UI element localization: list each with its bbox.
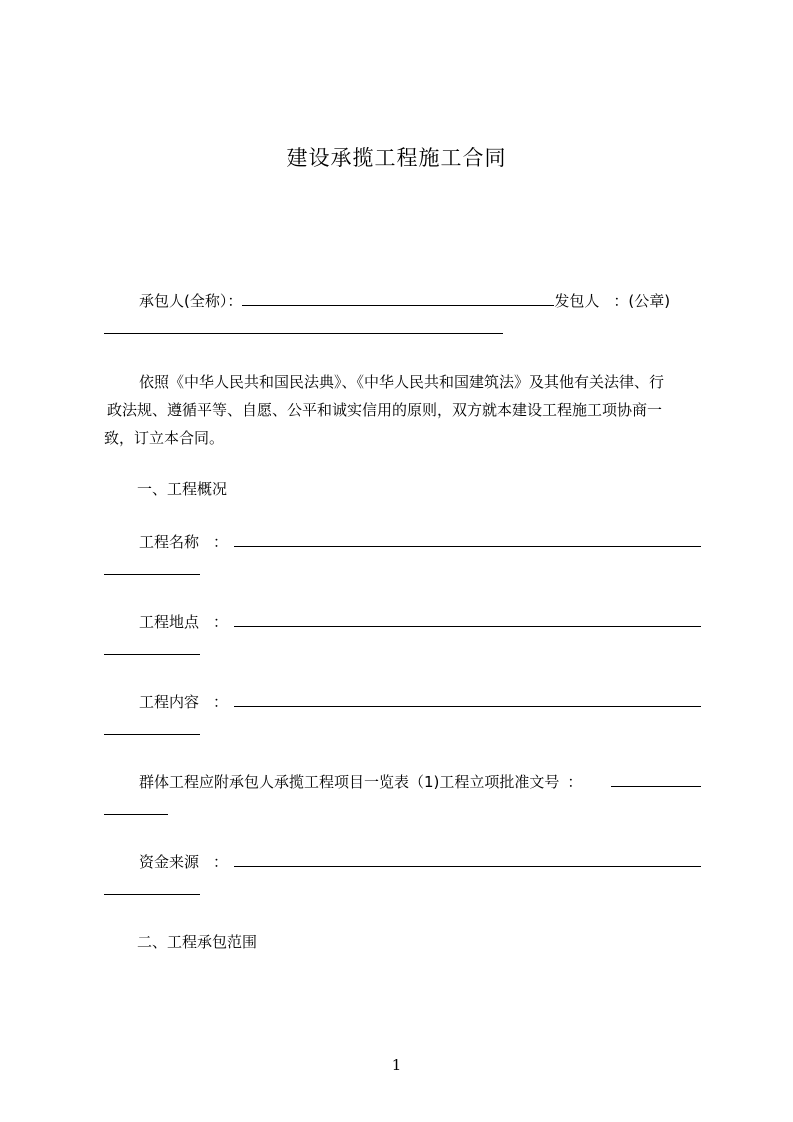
preamble-line-2: 政法规、遵循平等、自愿、公平和诚实信用的原则，双方就本建设工程施工项协商一 <box>107 401 663 419</box>
project-name-label: 工程名称 <box>139 533 200 551</box>
project-content-colon: ： <box>213 693 229 711</box>
project-location-blank[interactable] <box>234 626 701 627</box>
approval-number-row <box>139 772 588 792</box>
document-title: 建设承揽工程施工合同 <box>286 146 507 170</box>
page-number: 1 <box>391 1056 402 1074</box>
project-content-blank[interactable] <box>234 706 701 707</box>
employer-label: 发包人 <box>554 292 600 310</box>
funding-source-row <box>139 852 234 872</box>
approval-number-colon: ： <box>567 773 583 791</box>
project-content-blank-cont[interactable] <box>104 734 200 735</box>
funding-source-blank-cont[interactable] <box>104 894 200 895</box>
approval-number-blank-cont[interactable] <box>104 814 168 815</box>
project-location-colon: ： <box>213 613 229 631</box>
approval-number-label: 群体工程应附承包人承揽工程项目一览表（1)工程立项批准文号 <box>139 773 560 791</box>
project-name-blank[interactable] <box>234 546 701 547</box>
project-location-blank-cont[interactable] <box>104 654 200 655</box>
project-content-label: 工程内容 <box>139 693 200 711</box>
preamble-line-3: 致，订立本合同。 <box>104 429 225 447</box>
project-location-label: 工程地点 <box>139 613 200 631</box>
parties-line <box>139 291 670 311</box>
employer-blank[interactable] <box>104 333 503 334</box>
project-name-colon: ： <box>213 533 229 551</box>
project-content-row <box>139 692 234 712</box>
project-name-blank-cont[interactable] <box>104 574 200 575</box>
project-location-row <box>139 612 234 632</box>
funding-source-colon: ： <box>213 853 229 871</box>
contractor-label: 承包人(全称）： <box>139 292 243 310</box>
approval-number-blank[interactable] <box>611 786 701 787</box>
funding-source-blank[interactable] <box>234 866 701 867</box>
employer-seal-label: ：(公章) <box>613 292 671 310</box>
section-2-heading: 二、工程承包范围 <box>137 933 258 951</box>
section-1-heading: 一、工程概况 <box>137 480 228 498</box>
project-name-row <box>139 532 234 552</box>
preamble-line-1: 依照《中华人民共和国民法典》、《中华人民共和国建筑法》及其他有关法律、行 <box>139 373 665 391</box>
funding-source-label: 资金来源 <box>139 853 200 871</box>
contractor-blank[interactable] <box>242 291 554 306</box>
